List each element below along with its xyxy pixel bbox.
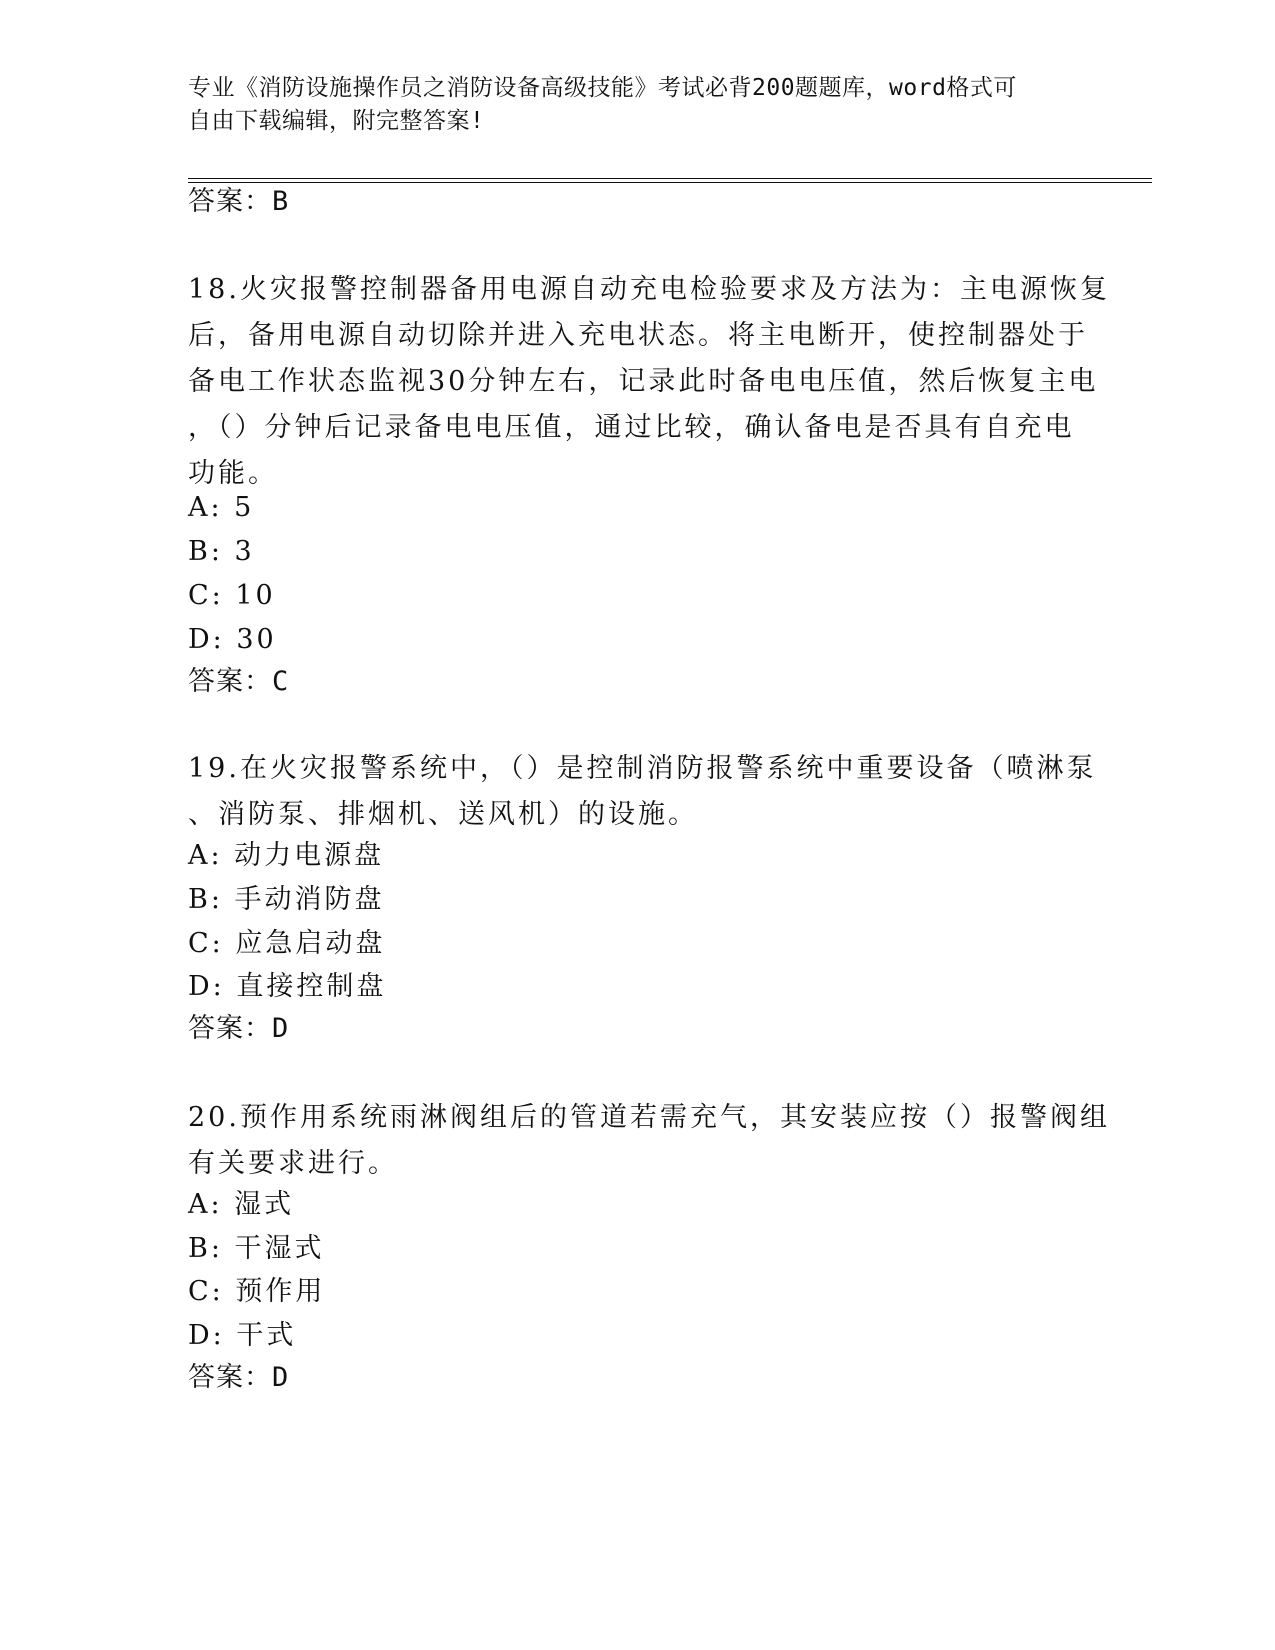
question-line: 功能。 [188,458,278,489]
answer-previous: 答案：B [188,186,290,217]
option-c: C: 10 [188,580,276,611]
question-line: 有关要求进行。 [188,1148,398,1179]
answer-18: 答案：C [188,666,290,697]
option-c: C: 预作用 [188,1276,326,1307]
question-line: 后，备用电源自动切除并进入充电状态。将主电断开，使控制器处于 [188,320,1088,351]
question-line: ，（）分钟后记录备电电压值，通过比较，确认备电是否具有自充电 [188,412,1075,443]
document-header [188,72,1068,138]
option-d: D: 直接控制盘 [188,971,387,1002]
option-c: C: 应急启动盘 [188,928,386,959]
option-d: D: 干式 [188,1320,297,1351]
option-b: B: 干湿式 [188,1233,325,1264]
question-line: 备电工作状态监视30分钟左右，记录此时备电电压值，然后恢复主电 [188,366,1099,397]
option-a: A: 5 [188,492,255,523]
option-a: A: 动力电源盘 [188,840,385,871]
question-line: 20.预作用系统雨淋阀组后的管道若需充气，其安装应按（）报警阀组 [188,1102,1110,1133]
option-b: B: 手动消防盘 [188,884,385,915]
answer-19: 答案：D [188,1013,290,1044]
question-18 [188,267,1110,497]
header-line-1: 专业《消防设施操作员之消防设备高级技能》考试必背200题题库，word格式可 [188,75,1017,101]
header-line-2: 自由下载编辑，附完整答案! [188,108,485,134]
option-a: A: 湿式 [188,1189,295,1220]
question-line: 、消防泵、排烟机、送风机）的设施。 [188,799,698,830]
question-line: 18.火灾报警控制器备用电源自动充电检验要求及方法为：主电源恢复 [188,274,1110,305]
answer-20: 答案：D [188,1362,290,1393]
option-b: B: 3 [188,536,255,567]
question-19 [188,746,1097,838]
question-line: 19.在火灾报警系统中，（）是控制消防报警系统中重要设备（喷淋泵 [188,753,1097,784]
header-divider [188,178,1152,183]
option-d: D: 30 [188,624,277,655]
question-20 [188,1095,1110,1187]
